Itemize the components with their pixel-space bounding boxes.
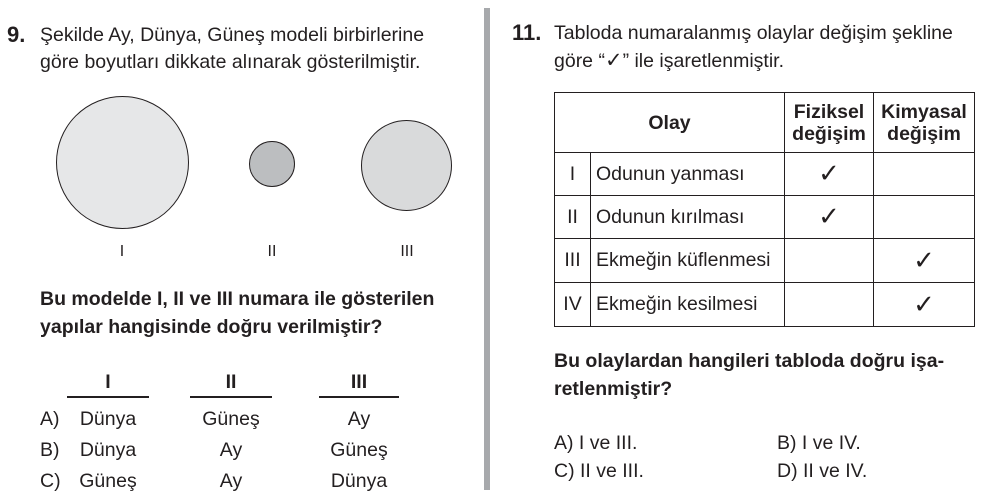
row-chemical-check-icon: ✓: [874, 283, 975, 327]
q9-option-a-i: Dünya: [79, 408, 137, 430]
q9-question-line-2: yapılar hangisinde doğru verilmiştir?: [40, 316, 383, 338]
row-number: IV: [555, 283, 591, 327]
q9-option-a-ii: Güneş: [202, 408, 260, 430]
q9-option-c-ii: Ay: [219, 470, 243, 492]
q9-option-b-i: Dünya: [79, 439, 137, 461]
row-number: II: [555, 196, 591, 239]
q11-question-line-2: retlenmiştir?: [554, 378, 673, 400]
q9-number: 9.: [7, 22, 26, 47]
header-chemical-line-2: değişim: [887, 122, 961, 145]
row-physical-check-icon: ✓: [785, 153, 874, 196]
row-physical-check-icon: [785, 239, 874, 283]
header-physical-line-2: değişim: [792, 122, 866, 145]
row-number: I: [555, 153, 591, 196]
table-header-row: [555, 93, 975, 153]
model-circle-large: [56, 96, 189, 229]
figure-label-ii: II: [267, 243, 277, 260]
q11-option-d[interactable]: D) II ve IV.: [777, 460, 868, 482]
figure-label-i: I: [119, 243, 125, 260]
row-event: Ekmeğin küflenmesi: [591, 239, 785, 283]
q9-column-header-i: I: [105, 371, 111, 393]
model-circle-medium: [361, 120, 452, 211]
q9-option-a-iii: Ay: [347, 408, 371, 430]
model-circle-small: [249, 141, 295, 187]
row-event: Odunun kırılması: [591, 196, 785, 239]
q11-option-a[interactable]: A) I ve III.: [554, 432, 638, 454]
q9-column-header-iii: III: [350, 371, 368, 393]
q9-option-b-iii: Güneş: [330, 439, 388, 461]
row-number: III: [555, 239, 591, 283]
row-chemical-check-icon: [874, 153, 975, 196]
q9-option-c-iii: Dünya: [330, 470, 388, 492]
header-physical-line-1: Fiziksel: [793, 100, 865, 123]
figure-label-iii: III: [400, 243, 414, 260]
q9-header-underline-i: [67, 396, 149, 398]
q9-option-c-i: Güneş: [79, 470, 137, 492]
table-row: [555, 153, 975, 196]
row-event: Ekmeğin kesilmesi: [591, 283, 785, 327]
q11-stem-text-after: ” ile işaretlenmiştir.: [622, 50, 785, 72]
q9-option-b-ii: Ay: [219, 439, 243, 461]
q9-column-header-ii: II: [225, 371, 237, 393]
q11-option-c[interactable]: C) II ve III.: [554, 460, 644, 482]
q11-number: 11.: [512, 20, 542, 45]
header-chemical-line-1: Kimyasal: [881, 100, 967, 123]
header-event: Olay: [555, 93, 785, 153]
check-mark-icon: ✓: [604, 48, 623, 72]
table-row: [555, 196, 975, 239]
row-physical-check-icon: ✓: [785, 196, 874, 239]
q9-option-b-letter[interactable]: B): [40, 439, 60, 461]
table-row: [555, 283, 975, 327]
q9-question-line-1: Bu modelde I, II ve III numara ile gösterilen: [40, 288, 435, 310]
q11-stem-line-1: Tabloda numaralanmış olaylar değişim şekline: [554, 22, 953, 44]
table-row: [555, 239, 975, 283]
q9-stem-line-1: Şekilde Ay, Dünya, Güneş modeli birbirlerine: [40, 24, 425, 46]
q9-option-a-letter[interactable]: A): [40, 408, 60, 430]
q11-option-b[interactable]: B) I ve IV.: [777, 432, 861, 454]
q9-header-underline-iii: [319, 396, 399, 398]
row-chemical-check-icon: [874, 196, 975, 239]
q9-option-c-letter[interactable]: C): [40, 470, 61, 492]
q11-question-line-1: Bu olaylardan hangileri tabloda doğru işa-: [554, 350, 945, 372]
row-chemical-check-icon: ✓: [874, 239, 975, 283]
row-event: Odunun yanması: [591, 153, 785, 196]
header-physical: [785, 93, 874, 153]
events-table: [554, 92, 975, 327]
q11-stem-line-2: [554, 47, 784, 75]
q11-stem-text-before: göre “: [554, 50, 605, 72]
q9-header-underline-ii: [190, 396, 272, 398]
row-physical-check-icon: [785, 283, 874, 327]
column-divider: [484, 8, 490, 490]
header-chemical: [874, 93, 975, 153]
q9-stem-line-2: göre boyutları dikkate alınarak gösterilmiştir.: [40, 51, 421, 73]
